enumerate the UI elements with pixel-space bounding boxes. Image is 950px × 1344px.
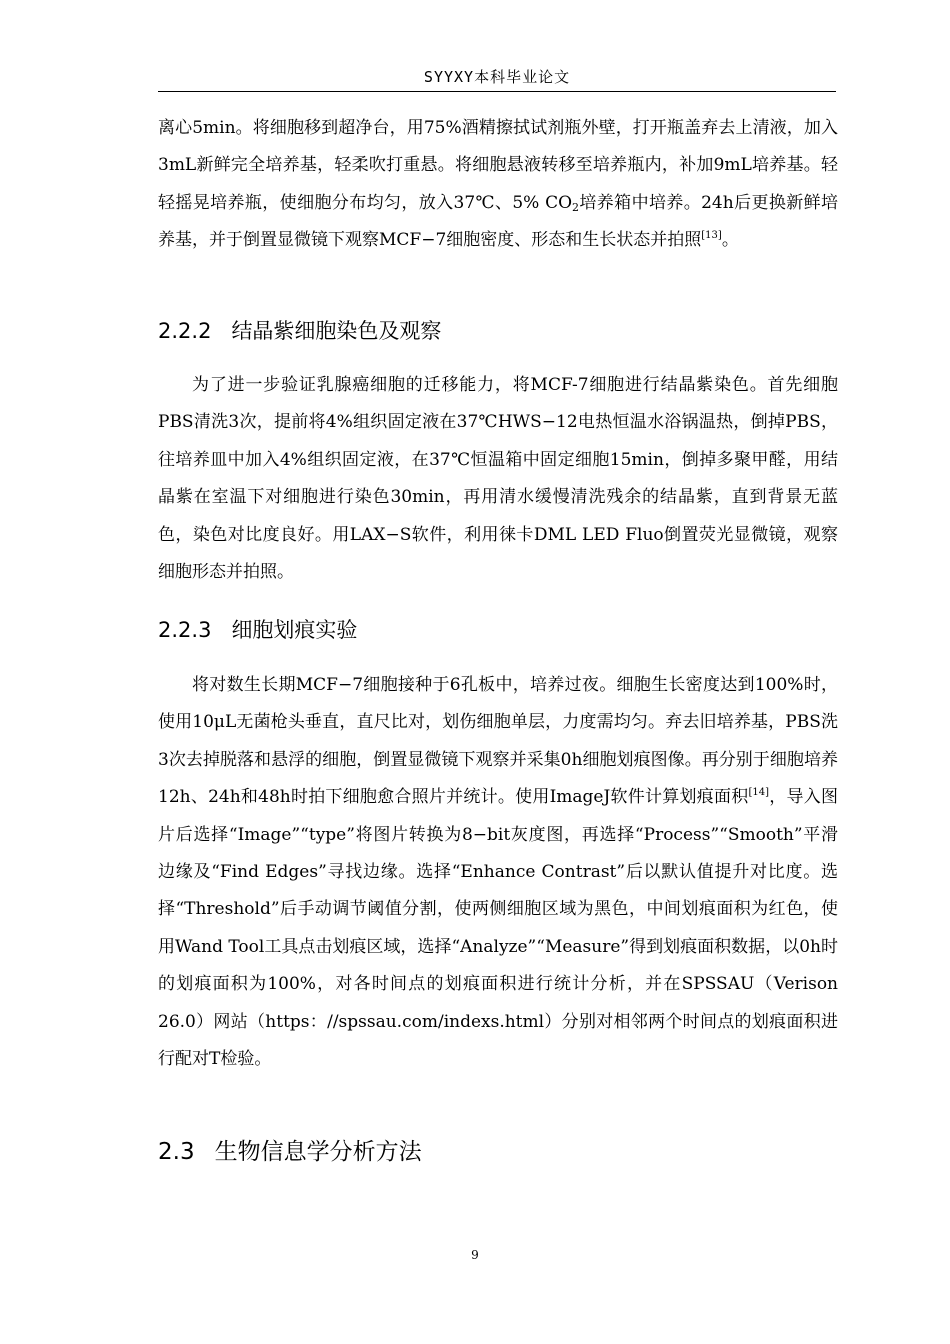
section-heading-2-3 [158,1136,838,1168]
running-header: SYYXY本科毕业论文 [423,68,571,86]
section-heading-2-2-2 [158,316,838,346]
section-number: 2.3 [158,1139,195,1165]
subscript: 2 [572,200,580,214]
paragraph-crystal-violet: 为了进一步验证乳腺癌细胞的迁移能力，将MCF-7细胞进行结晶紫染色。首先细胞PBS清洗3次，提前将4%组织固定液在37℃HWS−12电热恒温水浴锅温热，倒掉PBS，往培养皿中加入4%组织固定液，在37℃恒温箱中固定细胞15min，倒掉多聚甲醛，用结晶紫在室温下对细胞进行染色30min，再用清水缓慢清洗残余的结晶紫，直到背景无蓝色，染色对比度良好。用LAX−S软件，利用徕卡DML LED Fluo倒置荧光显微镜，观察细胞形态并拍照。 [158,375,838,583]
section-number: 2.2.3 [158,618,212,642]
header-rule [158,91,836,92]
paragraph-text: 离心5min。将细胞移到超净台，用75%酒精擦拭试剂瓶外壁，打开瓶盖弃去上清液，加入3mL新鲜完全培养基，轻柔吹打重悬。将细胞悬液转移至培养瓶内，补加9mL培养基。轻轻摇晃培养瓶，使细胞分布均匀，放入37℃、5% CO [158,118,838,213]
section-number: 2.2.2 [158,319,212,343]
section-title: 生物信息学分析方法 [214,1139,422,1165]
section-heading-2-2-3 [158,615,838,645]
paragraph-text: ，导入图片后选择“Image”“type”将图片转换为8−bit灰度图，再选择“Process”“Smooth”平滑边缘及“Find Edges”寻找边缘。选择“Enhance Contrast”后以默认值提升对比度。选择“Threshold”后手动调节阈值分割，使两侧细胞区域为黑色，中间划痕面积为红色，使用Wand Tool工具点击划痕区域，选择“Analyze”“Measure”得到划痕面积数据，以0h时的划痕面积为100%，对各时间点的划痕面积进行统计分析，并在SPSSAU（Verison 26.0）网站（https：//spssau.com/indexs.html）分别对相邻两个时间点的划痕面积进行配对T检验。 [158,787,838,1070]
section-title: 细胞划痕实验 [231,618,358,642]
citation: [14] [748,787,770,799]
citation: [13] [701,230,722,242]
paragraph-text: 。 [721,230,739,251]
section-title: 结晶紫细胞染色及观察 [231,319,442,343]
paragraph-text: 培养箱中培养。24h后更换新鲜培养基，并于倒置显微镜下观察MCF−7细胞密度、形态和生长状态并拍照 [158,192,838,251]
paragraph-scratch-assay [158,667,838,1078]
paragraph-cell-recovery [158,110,838,260]
page-number: 9 [471,1248,479,1262]
paragraph-text: 将对数生长期MCF−7细胞接种于6孔板中，培养过夜。细胞生长密度达到100%时，使用10μL无菌枪头垂直，直尺比对，划伤细胞单层，力度需均匀。弃去旧培养基，PBS洗3次去掉脱落和悬浮的细胞，倒置显微镜下观察并采集0h细胞划痕图像。再分别于细胞培养12h、24h和48h时拍下细胞愈合照片并统计。使用ImageJ软件计算划痕面积 [158,675,838,808]
